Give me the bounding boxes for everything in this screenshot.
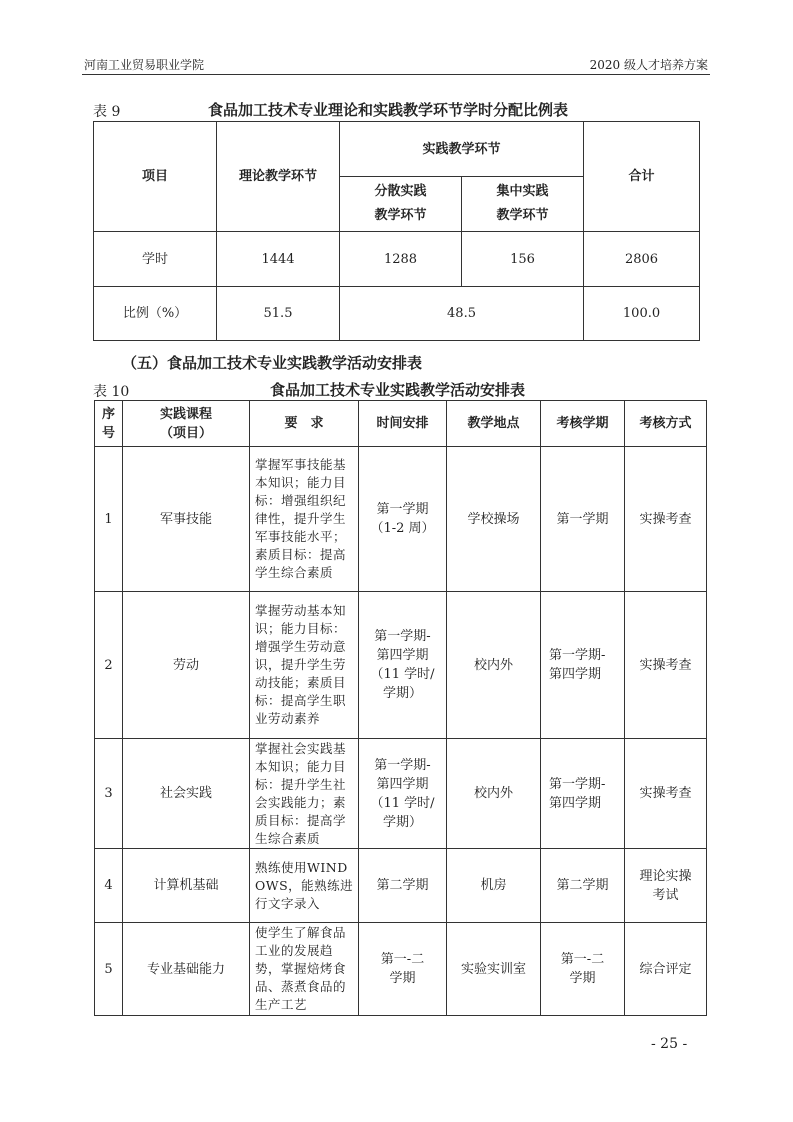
t9-head-theory: 理论教学环节: [217, 122, 340, 232]
table-row: [95, 447, 707, 592]
t10-head-term: 考核学期: [541, 401, 625, 447]
t10-cell-no: 1: [95, 447, 123, 592]
t10-cell-req: 使学生了解食品工业的发展趋势，掌握焙烤食品、蒸煮食品的生产工艺: [250, 923, 359, 1016]
t9-head-total: 合计: [584, 122, 700, 232]
t10-cell-req: 熟练使用WINDOWS，能熟练进行文字录入: [250, 849, 359, 923]
table-row: [95, 923, 707, 1016]
t10-cell-term: 第二学期: [541, 849, 625, 923]
t9-head-practice: 实践教学环节: [340, 122, 584, 177]
t9-head-concentrated: 集中实践 教学环节: [462, 177, 584, 232]
t10-head-method: 考核方式: [625, 401, 707, 447]
table10: [94, 400, 707, 1016]
t9-head-item: 项目: [94, 122, 217, 232]
t10-cell-course: 计算机基础: [123, 849, 250, 923]
t10-cell-time: 第一学期- 第四学期 （11 学时/ 学期）: [359, 739, 447, 849]
t10-head-req: 要 求: [250, 401, 359, 447]
table10-label: 表 10: [93, 384, 130, 400]
t9-row-ratio: [94, 287, 700, 341]
table-row: [95, 739, 707, 849]
t10-cell-req: 掌握社会实践基本知识；能力目标：提升学生社会实践能力；素质目标：提高学生综合素质: [250, 739, 359, 849]
t10-head-time: 时间安排: [359, 401, 447, 447]
t10-cell-term: 第一学期: [541, 447, 625, 592]
t10-cell-term: 第一学期- 第四学期: [541, 592, 625, 739]
t10-cell-place: 校内外: [447, 739, 541, 849]
t10-cell-no: 5: [95, 923, 123, 1016]
table-row: [95, 849, 707, 923]
t10-cell-time: 第一学期- 第四学期 （11 学时/ 学期）: [359, 592, 447, 739]
t10-cell-time: 第二学期: [359, 849, 447, 923]
table9-title: 食品加工技术专业理论和实践教学环节学时分配比例表: [208, 101, 569, 119]
t10-cell-course: 社会实践: [123, 739, 250, 849]
t9-cell: 1288: [340, 232, 462, 287]
t9-cell: 48.5: [340, 287, 584, 341]
t10-cell-method: 理论实操 考试: [625, 849, 707, 923]
t9-cell: 学时: [94, 232, 217, 287]
table-row: [95, 592, 707, 739]
t10-cell-no: 4: [95, 849, 123, 923]
t10-cell-time: 第一-二 学期: [359, 923, 447, 1016]
t9-cell: 156: [462, 232, 584, 287]
t9-cell: 2806: [584, 232, 700, 287]
t10-cell-place: 实验实训室: [447, 923, 541, 1016]
t10-cell-course: 劳动: [123, 592, 250, 739]
t9-cell: 51.5: [217, 287, 340, 341]
t10-cell-time: 第一学期 （1-2 周）: [359, 447, 447, 592]
t10-cell-req: 掌握劳动基本知识；能力目标：增强学生劳动意识，提升学生劳动技能；素质目标：提高学生职业劳动素养: [250, 592, 359, 739]
table10-title: 食品加工技术专业实践教学活动安排表: [270, 381, 526, 399]
t9-row-hours: [94, 232, 700, 287]
section-heading: （五）食品加工技术专业实践教学活动安排表: [122, 354, 423, 372]
t10-cell-place: 机房: [447, 849, 541, 923]
t10-cell-term: 第一-二 学期: [541, 923, 625, 1016]
t10-head-course: 实践课程 （项目）: [123, 401, 250, 447]
t9-cell: 比例（%）: [94, 287, 217, 341]
t10-head-place: 教学地点: [447, 401, 541, 447]
header-doc-title: 2020 级人才培养方案: [589, 58, 708, 72]
t10-header-row: [95, 401, 707, 447]
t10-cell-method: 实操考查: [625, 592, 707, 739]
t10-cell-no: 2: [95, 592, 123, 739]
t10-cell-place: 校内外: [447, 592, 541, 739]
t10-cell-method: 综合评定: [625, 923, 707, 1016]
t9-head-scattered: 分散实践 教学环节: [340, 177, 462, 232]
t9-cell: 100.0: [584, 287, 700, 341]
t10-cell-req: 掌握军事技能基本知识；能力目标：增强组织纪律性，提升学生军事技能水平；素质目标：提高学生综合素质: [250, 447, 359, 592]
header-school: 河南工业贸易职业学院: [84, 58, 205, 72]
t10-head-no: 序 号: [95, 401, 123, 447]
table9: [93, 121, 700, 341]
t10-cell-no: 3: [95, 739, 123, 849]
t10-cell-course: 军事技能: [123, 447, 250, 592]
t10-cell-method: 实操考查: [625, 739, 707, 849]
t9-cell: 1444: [217, 232, 340, 287]
page-header: [82, 54, 710, 75]
t10-cell-course: 专业基础能力: [123, 923, 250, 1016]
page-number: - 25 -: [651, 1036, 688, 1052]
t10-cell-place: 学校操场: [447, 447, 541, 592]
table9-label: 表 9: [93, 104, 121, 120]
t10-cell-method: 实操考查: [625, 447, 707, 592]
t10-cell-term: 第一学期- 第四学期: [541, 739, 625, 849]
